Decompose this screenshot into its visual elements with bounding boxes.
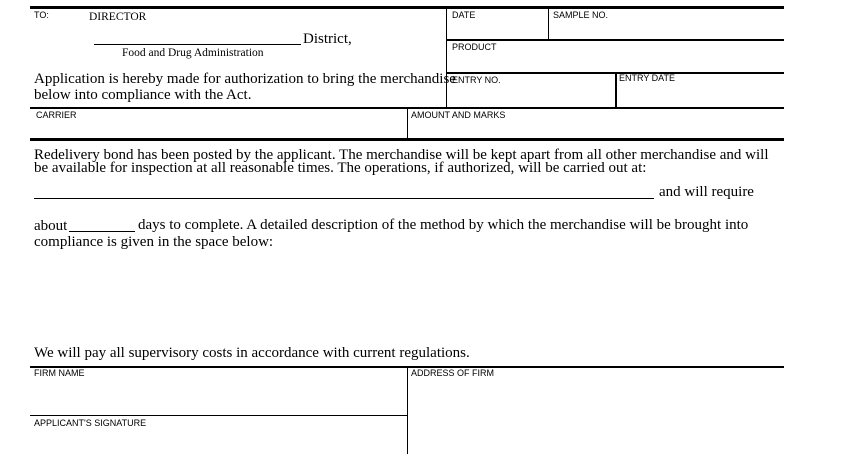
carrier-bottom-rule xyxy=(30,138,784,141)
firm-name-field[interactable] xyxy=(32,379,406,414)
district-field[interactable] xyxy=(94,28,301,44)
product-field[interactable] xyxy=(448,53,783,71)
entry-no-label: ENTRY NO. xyxy=(452,75,501,85)
address-field[interactable] xyxy=(409,379,783,453)
entry-date-field[interactable] xyxy=(618,86,783,106)
firm-name-label: FIRM NAME xyxy=(34,368,85,378)
amount-marks-label: AMOUNT AND MARKS xyxy=(411,110,506,120)
firm-divider xyxy=(407,366,408,454)
carrier-divider xyxy=(407,107,408,139)
entry-date-label: ENTRY DATE xyxy=(619,73,676,83)
signature-label: APPLICANT'S SIGNATURE xyxy=(34,418,147,428)
district-text: District, xyxy=(303,31,352,47)
days-field[interactable] xyxy=(69,216,135,231)
description-field[interactable] xyxy=(32,254,782,342)
days-underline xyxy=(69,231,135,232)
sample-no-label: SAMPLE NO. xyxy=(553,10,609,20)
application-line-2: below into compliance with the Act. xyxy=(34,87,252,103)
amount-marks-field[interactable] xyxy=(409,121,783,137)
will-require-text: and will require xyxy=(659,184,754,200)
redelivery-line-1: Redelivery bond has been posted by the applicant. The merchandise will be kept apart from all other merchandise and will xyxy=(34,147,769,163)
location-field[interactable] xyxy=(34,182,654,198)
date-row-rule xyxy=(446,39,784,41)
signature-field[interactable] xyxy=(32,429,406,453)
location-underline xyxy=(34,198,654,199)
carrier-label: CARRIER xyxy=(36,110,77,120)
about-text: about xyxy=(34,218,68,234)
application-line-1: Application is hereby made for authorization to bring the merchandise xyxy=(34,71,456,87)
supervisory-text: We will pay all supervisory costs in accordance with current regulations. xyxy=(34,345,470,361)
to-label: TO: xyxy=(34,10,49,20)
date-sample-divider xyxy=(548,6,549,40)
district-underline xyxy=(94,44,301,45)
address-label: ADDRESS OF FIRM xyxy=(411,368,495,378)
entry-no-field[interactable] xyxy=(448,86,614,106)
sample-no-field[interactable] xyxy=(550,20,783,38)
product-label: PRODUCT xyxy=(452,42,497,52)
signature-rule xyxy=(30,415,408,416)
carrier-field[interactable] xyxy=(32,121,406,137)
days-line-2: compliance is given in the space below: xyxy=(34,234,274,250)
director-text: DIRECTOR xyxy=(89,11,147,23)
date-field[interactable] xyxy=(448,20,547,38)
days-line-1: days to complete. A detailed description of the method by which the merchandise will be brought into xyxy=(138,217,749,233)
redelivery-line-2: be available for inspection at all reasonable times. The operations, if authorized, will be carried out at: xyxy=(34,160,647,176)
top-rule xyxy=(30,6,784,9)
entry-divider xyxy=(615,72,617,108)
date-label: DATE xyxy=(452,10,476,20)
header-vertical-divider xyxy=(446,6,447,108)
fda-text: Food and Drug Administration xyxy=(122,47,264,59)
